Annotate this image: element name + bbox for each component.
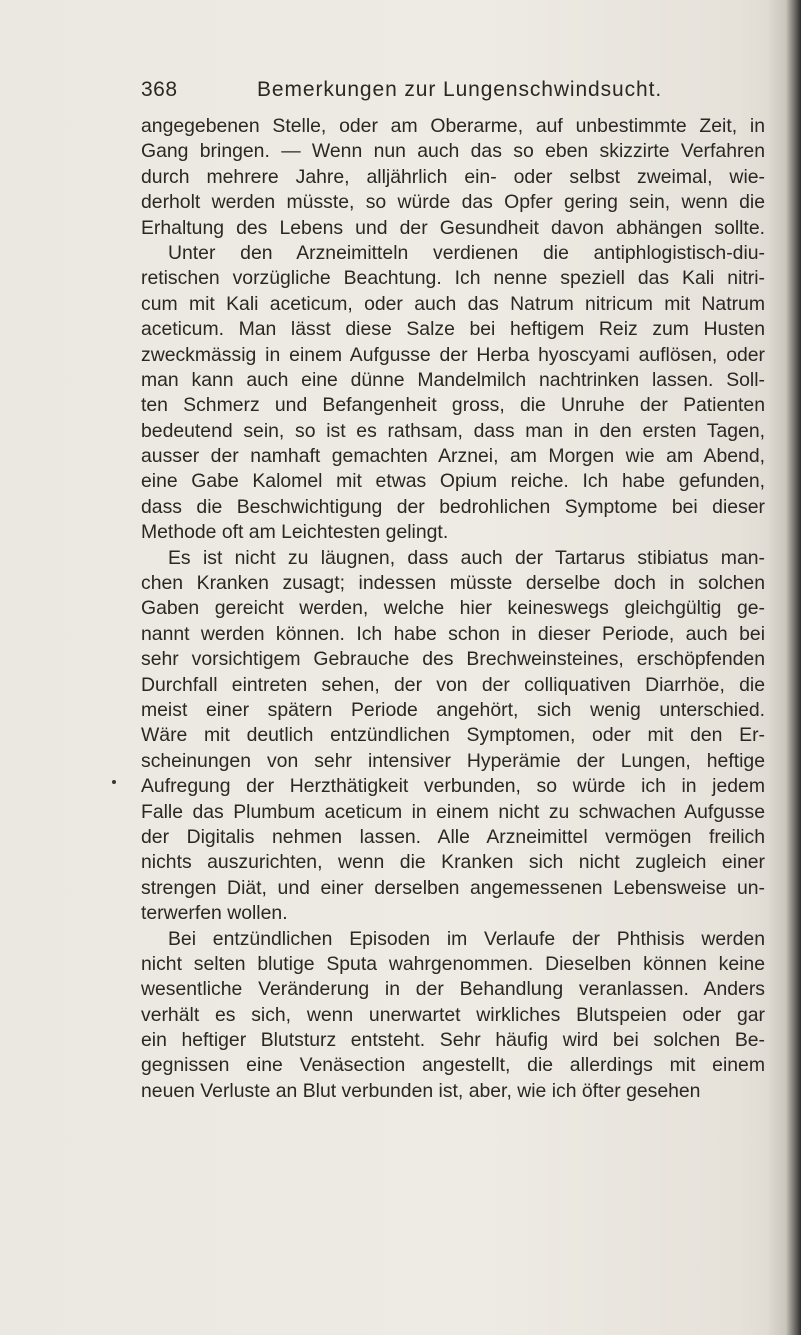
text-line: Es ist nicht zu läugnen, dass auch der Tartarus stibiatus man- bbox=[168, 546, 765, 569]
margin-mark bbox=[112, 780, 116, 784]
text-line: Gaben gereicht werden, welche hier keineswegs gleichgültig ge- bbox=[141, 597, 765, 620]
text-line: eine Gabe Kalomel mit etwas Opium reiche. Ich habe gefunden, bbox=[141, 470, 765, 493]
page-number: 368 bbox=[141, 78, 178, 101]
text-line: Gang bringen. — Wenn nun auch das so eben skizzirte Verfahren bbox=[141, 140, 765, 163]
text-line: Falle das Plumbum aceticum in einem nicht zu schwachen Aufgusse bbox=[141, 800, 765, 823]
text-line: Methode oft am Leichtesten gelingt. bbox=[141, 521, 449, 544]
text-line: angegebenen Stelle, oder am Oberarme, auf unbestimmte Zeit, in bbox=[141, 115, 765, 137]
running-title: Bemerkungen zur Lungenschwindsucht. bbox=[257, 78, 663, 101]
text-line: nichts auszurichten, wenn die Kranken sich nicht zugleich einer bbox=[141, 851, 765, 874]
text-line: ausser der namhaft gemachten Arznei, am Morgen wie am Abend, bbox=[141, 445, 765, 468]
text-line: Wäre mit deutlich entzündlichen Symptomen, oder mit den Er- bbox=[141, 724, 765, 747]
text-line: terwerfen wollen. bbox=[141, 902, 288, 925]
text-line: aceticum. Man lässt diese Salze bei heftigem Reiz zum Husten bbox=[141, 318, 765, 341]
text-line: sehr vorsichtigem Gebrauche des Brechweinsteines, erschöpfenden bbox=[141, 648, 765, 671]
text-line: wesentliche Veränderung in der Behandlung veranlassen. Anders bbox=[141, 978, 765, 1001]
text-line: retischen vorzügliche Beachtung. Ich nenne speziell das Kali nitri- bbox=[141, 267, 765, 290]
text-line: Durchfall eintreten sehen, der von der colliquativen Diarrhöe, die bbox=[141, 673, 765, 696]
text-line: Bei entzündlichen Episoden im Verlaufe der Phthisis werden bbox=[168, 927, 765, 950]
text-line: chen Kranken zusagt; indessen müsste derselbe doch in solchen bbox=[141, 572, 765, 595]
text-line: man kann auch eine dünne Mandelmilch nachtrinken lassen. Soll- bbox=[141, 368, 765, 391]
text-line: meist einer spätern Periode angehört, sich wenig unterschied. bbox=[141, 698, 765, 721]
text-line: cum mit Kali aceticum, oder auch das Natrum nitricum mit Natrum bbox=[141, 292, 765, 315]
text-line: durch mehrere Jahre, alljährlich ein- oder selbst zweimal, wie- bbox=[141, 165, 765, 188]
text-line: dass die Beschwichtigung der bedrohlichen Symptome bei dieser bbox=[141, 495, 765, 518]
text-line: zweckmässig in einem Aufgusse der Herba hyoscyami auflösen, oder bbox=[141, 343, 765, 366]
page-header bbox=[141, 78, 701, 108]
text-line: gegnissen eine Venäsection angestellt, die allerdings mit einem bbox=[141, 1054, 765, 1077]
text-line: derholt werden müsste, so würde das Opfer gering sein, wenn die bbox=[141, 191, 765, 214]
text-line: nicht selten blutige Sputa wahrgenommen. Dieselben können keine bbox=[141, 952, 765, 975]
text-line: Aufregung der Herzthätigkeit verbunden, so würde ich in jedem bbox=[141, 775, 765, 798]
text-line: ten Schmerz und Befangenheit gross, die Unruhe der Patienten bbox=[141, 394, 765, 417]
page-edge-shadow bbox=[767, 0, 801, 1335]
body-text bbox=[141, 114, 765, 1104]
text-line: verhält es sich, wenn unerwartet wirkliches Blutspeien oder gar bbox=[141, 1003, 765, 1026]
text-line: strengen Diät, und einer derselben angemessenen Lebensweise un- bbox=[141, 876, 765, 899]
text-line: bedeutend sein, so ist es rathsam, dass man in den ersten Tagen, bbox=[141, 419, 765, 442]
text-line: neuen Verluste an Blut verbunden ist, aber, wie ich öfter gesehen bbox=[141, 1079, 701, 1102]
text-line: Erhaltung des Lebens und der Gesundheit davon abhängen sollte. bbox=[141, 216, 765, 239]
text-line: Unter den Arzneimitteln verdienen die antiphlogistisch-diu- bbox=[168, 241, 765, 264]
text-line: ein heftiger Blutsturz entsteht. Sehr häufig wird bei solchen Be- bbox=[141, 1029, 765, 1052]
text-line: der Digitalis nehmen lassen. Alle Arzneimittel vermögen freilich bbox=[141, 825, 765, 848]
text-line: nannt werden können. Ich habe schon in dieser Periode, auch bei bbox=[141, 622, 765, 645]
text-line: scheinungen von sehr intensiver Hyperämie der Lungen, heftige bbox=[141, 749, 765, 772]
